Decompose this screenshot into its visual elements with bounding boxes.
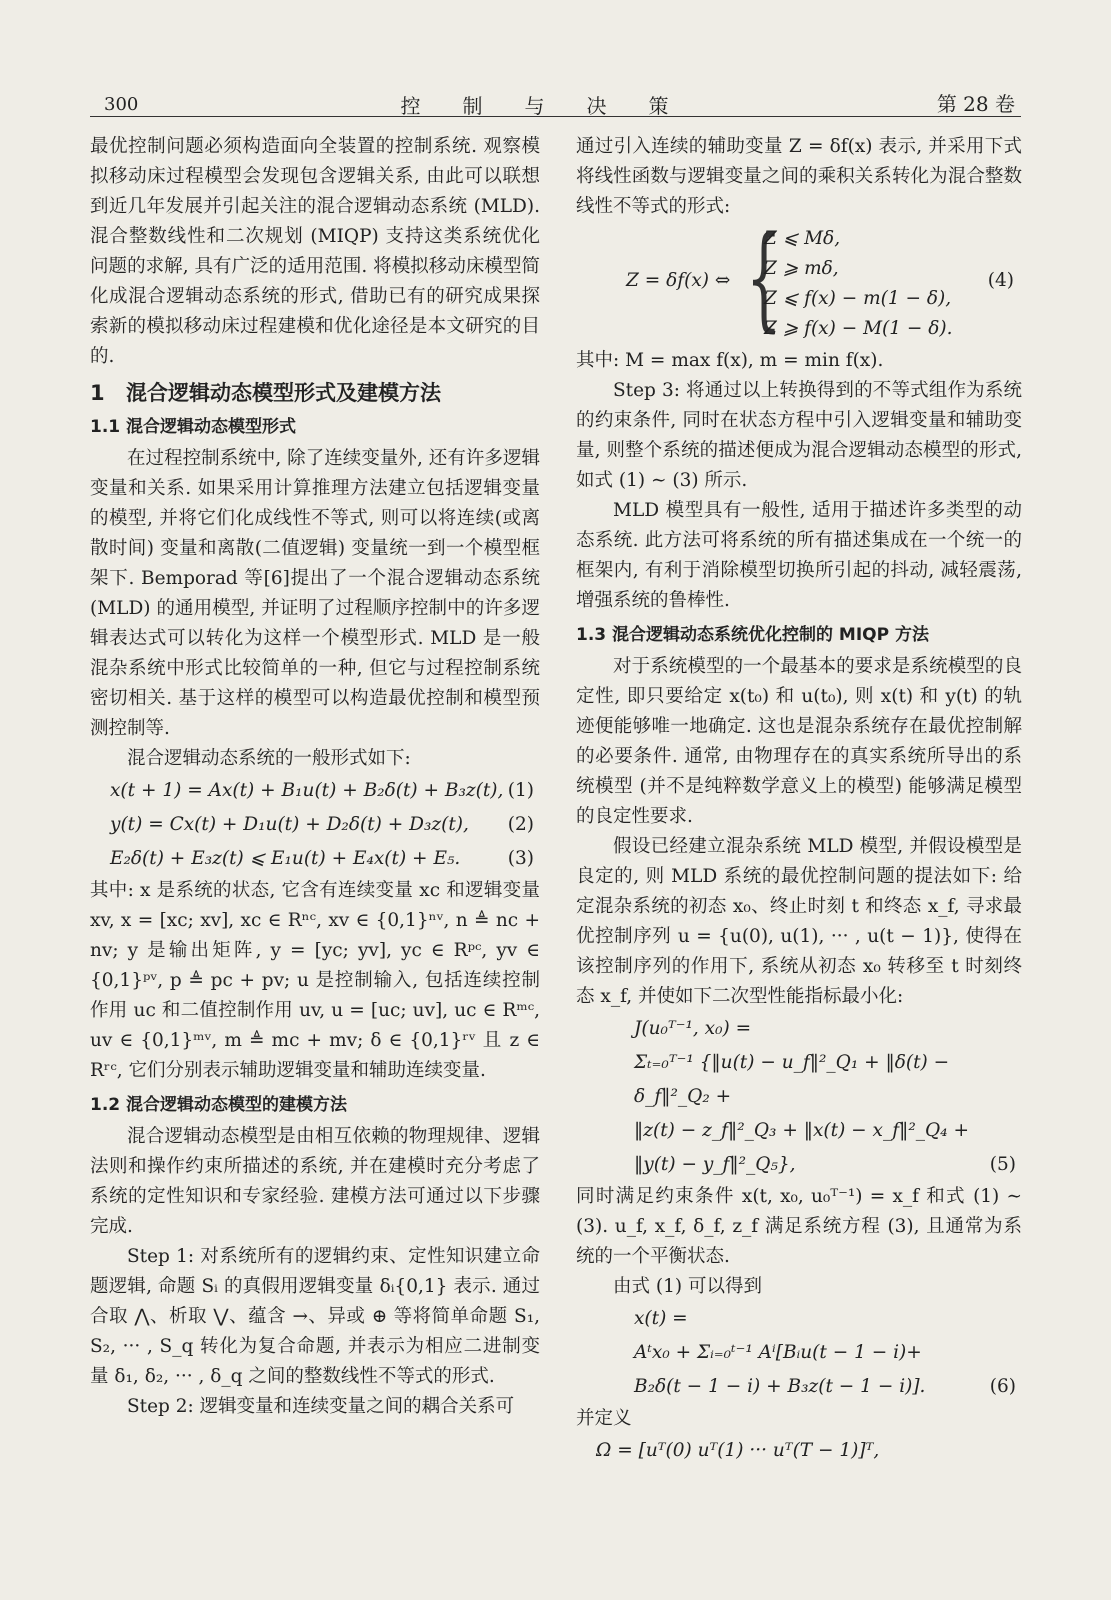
equation-line: J(u₀ᵀ⁻¹, x₀) = <box>634 1018 752 1039</box>
equation-line: B₂δ(t − 1 − i) + B₃z(t − 1 − i)]. <box>634 1376 926 1397</box>
subsection-heading <box>90 1090 540 1120</box>
equation-line-tagged <box>634 1148 1022 1182</box>
section-title: 混合逻辑动态模型形式及建模方法 <box>126 381 441 405</box>
equation-cases <box>764 224 953 344</box>
subsection-number: 1.3 <box>576 625 607 645</box>
paragraph: Step 3: 将通过以上转换得到的不等式组作为系统的约束条件, 同时在状态方程中引入逻辑变量和辅助变量, 则整个系统的描述便成为混合逻辑动态模型的形式, 如式 (1) ∼ (3) 所示. <box>576 380 1022 491</box>
paragraph: 通过引入连续的辅助变量 Z = δf(x) 表示, 并采用下式将线性函数与逻辑变量之间的乘积关系转化为混合整数线性不等式的形式: <box>576 136 1022 217</box>
equation-line: Aᵗx₀ + Σᵢ₌₀ᵗ⁻¹ Aⁱ[Bᵢu(t − 1 − i)+ <box>634 1342 922 1363</box>
paragraph: 在过程控制系统中, 除了连续变量外, 还有许多逻辑变量和关系. 如果采用计算推理方法建立包括逻辑变量的模型, 并将它们化成线性不等式, 则可以将连续(或离散时间) 变量和离散(二值逻辑) 变量统一到一个模型框架下. Bemporad 等[6]提出了一个混合逻辑动态系统 (MLD) 的通用模型, 并证明了过程顺序控制中的许多逻辑表达式可以转化为这样一个模型形式. MLD 是一般混杂系统中形式比较简单的一种, 但它与过程控制系统密切相关. 基于这样的模型可以构造最优控制和模型预测控制等. <box>90 448 540 739</box>
case-line: Z ⩾ f(x) − M(1 − δ). <box>764 318 953 339</box>
left-column <box>90 132 540 1422</box>
equation-number: (2) <box>507 814 534 835</box>
equation-number: (6) <box>989 1376 1016 1397</box>
subsection-heading <box>90 412 540 442</box>
page-number: 300 <box>104 94 139 115</box>
equation-7 <box>576 1434 1022 1468</box>
equation-text: Ω = [uᵀ(0) uᵀ(1) ··· uᵀ(T − 1)]ᵀ, <box>596 1440 880 1461</box>
equation-line: ‖z(t) − z_f‖²_Q₃ + ‖x(t) − x_f‖²_Q₄ + <box>634 1120 969 1141</box>
paragraph: 并定义 <box>576 1408 632 1429</box>
paragraph: 由式 (1) 可以得到 <box>613 1276 762 1297</box>
equation-number: (4) <box>987 270 1014 291</box>
running-header <box>90 82 1021 117</box>
section-number: 1 <box>90 381 105 405</box>
case-line: Z ⩾ mδ, <box>764 258 839 279</box>
equation-line-tagged <box>634 1370 1022 1404</box>
equation-2 <box>90 808 540 842</box>
paragraph: 同时满足约束条件 x(t, x₀, u₀ᵀ⁻¹) = x_f 和式 (1) ∼ (3). u_f, x_f, δ_f, z_f 满足系统方程 (3), 且通常为系统的一个平衡状态. <box>576 1186 1022 1267</box>
equation-6 <box>576 1302 1022 1404</box>
equation-text: y(t) = Cx(t) + D₁u(t) + D₂δ(t) + D₃z(t), <box>110 814 469 835</box>
journal-title: 控制与决策 <box>400 94 711 118</box>
paragraph: MLD 模型具有一般性, 适用于描述许多类型的动态系统. 此方法可将系统的所有描述集成在一个统一的框架内, 有利于消除模型切换所引起的抖动, 减轻震荡, 增强系统的鲁棒性. <box>576 500 1022 611</box>
equation-4 <box>576 213 1022 346</box>
subsection-number: 1.1 <box>90 417 121 437</box>
equation-number: (5) <box>989 1154 1016 1175</box>
paragraph: Step 2: 逻辑变量和连续变量之间的耦合关系可 <box>127 1396 515 1417</box>
equation-3 <box>90 842 540 876</box>
equation-number: (1) <box>507 780 534 801</box>
paragraph: 对于系统模型的一个最基本的要求是系统模型的良定性, 即只要给定 x(t₀) 和 u(t₀), 则 x(t) 和 y(t) 的轨迹便能够唯一地确定. 这也是混杂系统存在最优控制解的必要条件. 通常, 由物理存在的真实系统所导出的系统模型 (并不是纯粹数学意义上的模型) 能够满足模型的良定性要求. <box>576 656 1022 827</box>
equation-number: (3) <box>507 848 534 869</box>
subsection-title: 混合逻辑动态模型的建模方法 <box>126 1095 347 1115</box>
subsection-title: 混合逻辑动态模型形式 <box>126 417 296 437</box>
paragraph: 混合逻辑动态模型是由相互依赖的物理规律、逻辑法则和操作约束所描述的系统, 并在建模时充分考虑了系统的定性知识和专家经验. 建模方法可通过以下步骤完成. <box>90 1126 540 1237</box>
equation-text: E₂δ(t) + E₃z(t) ⩽ E₁u(t) + E₄x(t) + E₅. <box>110 848 461 869</box>
subsection-heading <box>576 620 1022 650</box>
paragraph: 其中: M = max f(x), m = min f(x). <box>576 350 884 371</box>
equation-line: x(t) = <box>634 1308 688 1329</box>
paragraph: 其中: x 是系统的状态, 它含有连续变量 xc 和逻辑变量 xv, x = [xc; xv], xc ∈ Rⁿᶜ, xv ∈ {0,1}ⁿᵛ, n ≜ nc + nv; y 是输出矩阵, y = [yc; yv], yc ∈ Rᵖᶜ, yv ∈ {0,1}ᵖᵛ, p ≜ pc + pv; u 是控制输入, 包括连续控制作用 uc 和二值控制作用 uv, u = [uc; uv], uc ∈ Rᵐᶜ, uv ∈ {0,1}ᵐᵛ, m ≜ mc + mv; δ ∈ {0,1}ʳᵛ 且 z ∈ Rʳᶜ, 它们分别表示辅助逻辑变量和辅助连续变量. <box>90 880 540 1081</box>
subsection-title: 混合逻辑动态系统优化控制的 MIQP 方法 <box>612 625 929 645</box>
equation-text: x(t + 1) = Ax(t) + B₁u(t) + B₂δ(t) + B₃z(t), <box>110 780 504 801</box>
paragraph: Step 1: 对系统所有的逻辑约束、定性知识建立命题逻辑, 命题 Sᵢ 的真假用逻辑变量 δᵢ{0,1} 表示. 通过合取 ⋀、析取 ⋁、蕴含 →、异或 ⊕ 等将简单命题 S₁, S₂, ··· , S_q 转化为复合命题, 并表示为相应二进制变量 δ₁, δ₂, ··· , δ_q 之间的整数线性不等式的形式. <box>90 1246 540 1387</box>
case-line: Z ⩽ Mδ, <box>764 228 841 249</box>
left-brace: { <box>746 213 782 343</box>
subsection-number: 1.2 <box>90 1095 121 1115</box>
paragraph: 混合逻辑动态系统的一般形式如下: <box>127 748 411 769</box>
case-line: Z ⩽ f(x) − m(1 − δ), <box>764 288 952 309</box>
paragraph: 假设已经建立混杂系统 MLD 模型, 并假设模型是良定的, 则 MLD 系统的最优控制问题的提法如下: 给定混杂系统的初态 x₀、终止时刻 t 和终态 x_f, 寻求最优控制序列 u = {u(0), u(1), ··· , u(t − 1)}, 使得在该控制序列的作用下, 系统从初态 x₀ 转移至 t 时刻终态 x_f, 并使如下二次型性能指标最小化: <box>576 836 1022 1007</box>
equation-1 <box>90 774 540 808</box>
equation-lhs: Z = δf(x) ⇔ <box>626 270 731 291</box>
equation-5 <box>576 1012 1022 1182</box>
paragraph: 最优控制问题必须构造面向全装置的控制系统. 观察模拟移动床过程模型会发现包含逻辑关系, 由此可以联想到近几年发展并引起关注的混合逻辑动态系统 (MLD). 混合整数线性和二次规划 (MIQP) 支持这类系统优化问题的求解, 具有广泛的适用范围. 将模拟移动床模型简化成混合逻辑动态系统的形式, 借助已有的研究成果探索新的模拟移动床过程建模和优化途径是本文研究的目的. <box>90 136 540 367</box>
equation-line: ‖y(t) − y_f‖²_Q₅}, <box>634 1154 796 1175</box>
equation-line: Σₜ₌₀ᵀ⁻¹ {‖u(t) − u_f‖²_Q₁ + ‖δ(t) − δ_f‖²_Q₂ + <box>634 1052 950 1107</box>
right-column <box>576 132 1022 1468</box>
section-heading <box>90 378 540 408</box>
volume-label: 第 28 卷 <box>936 92 1015 116</box>
